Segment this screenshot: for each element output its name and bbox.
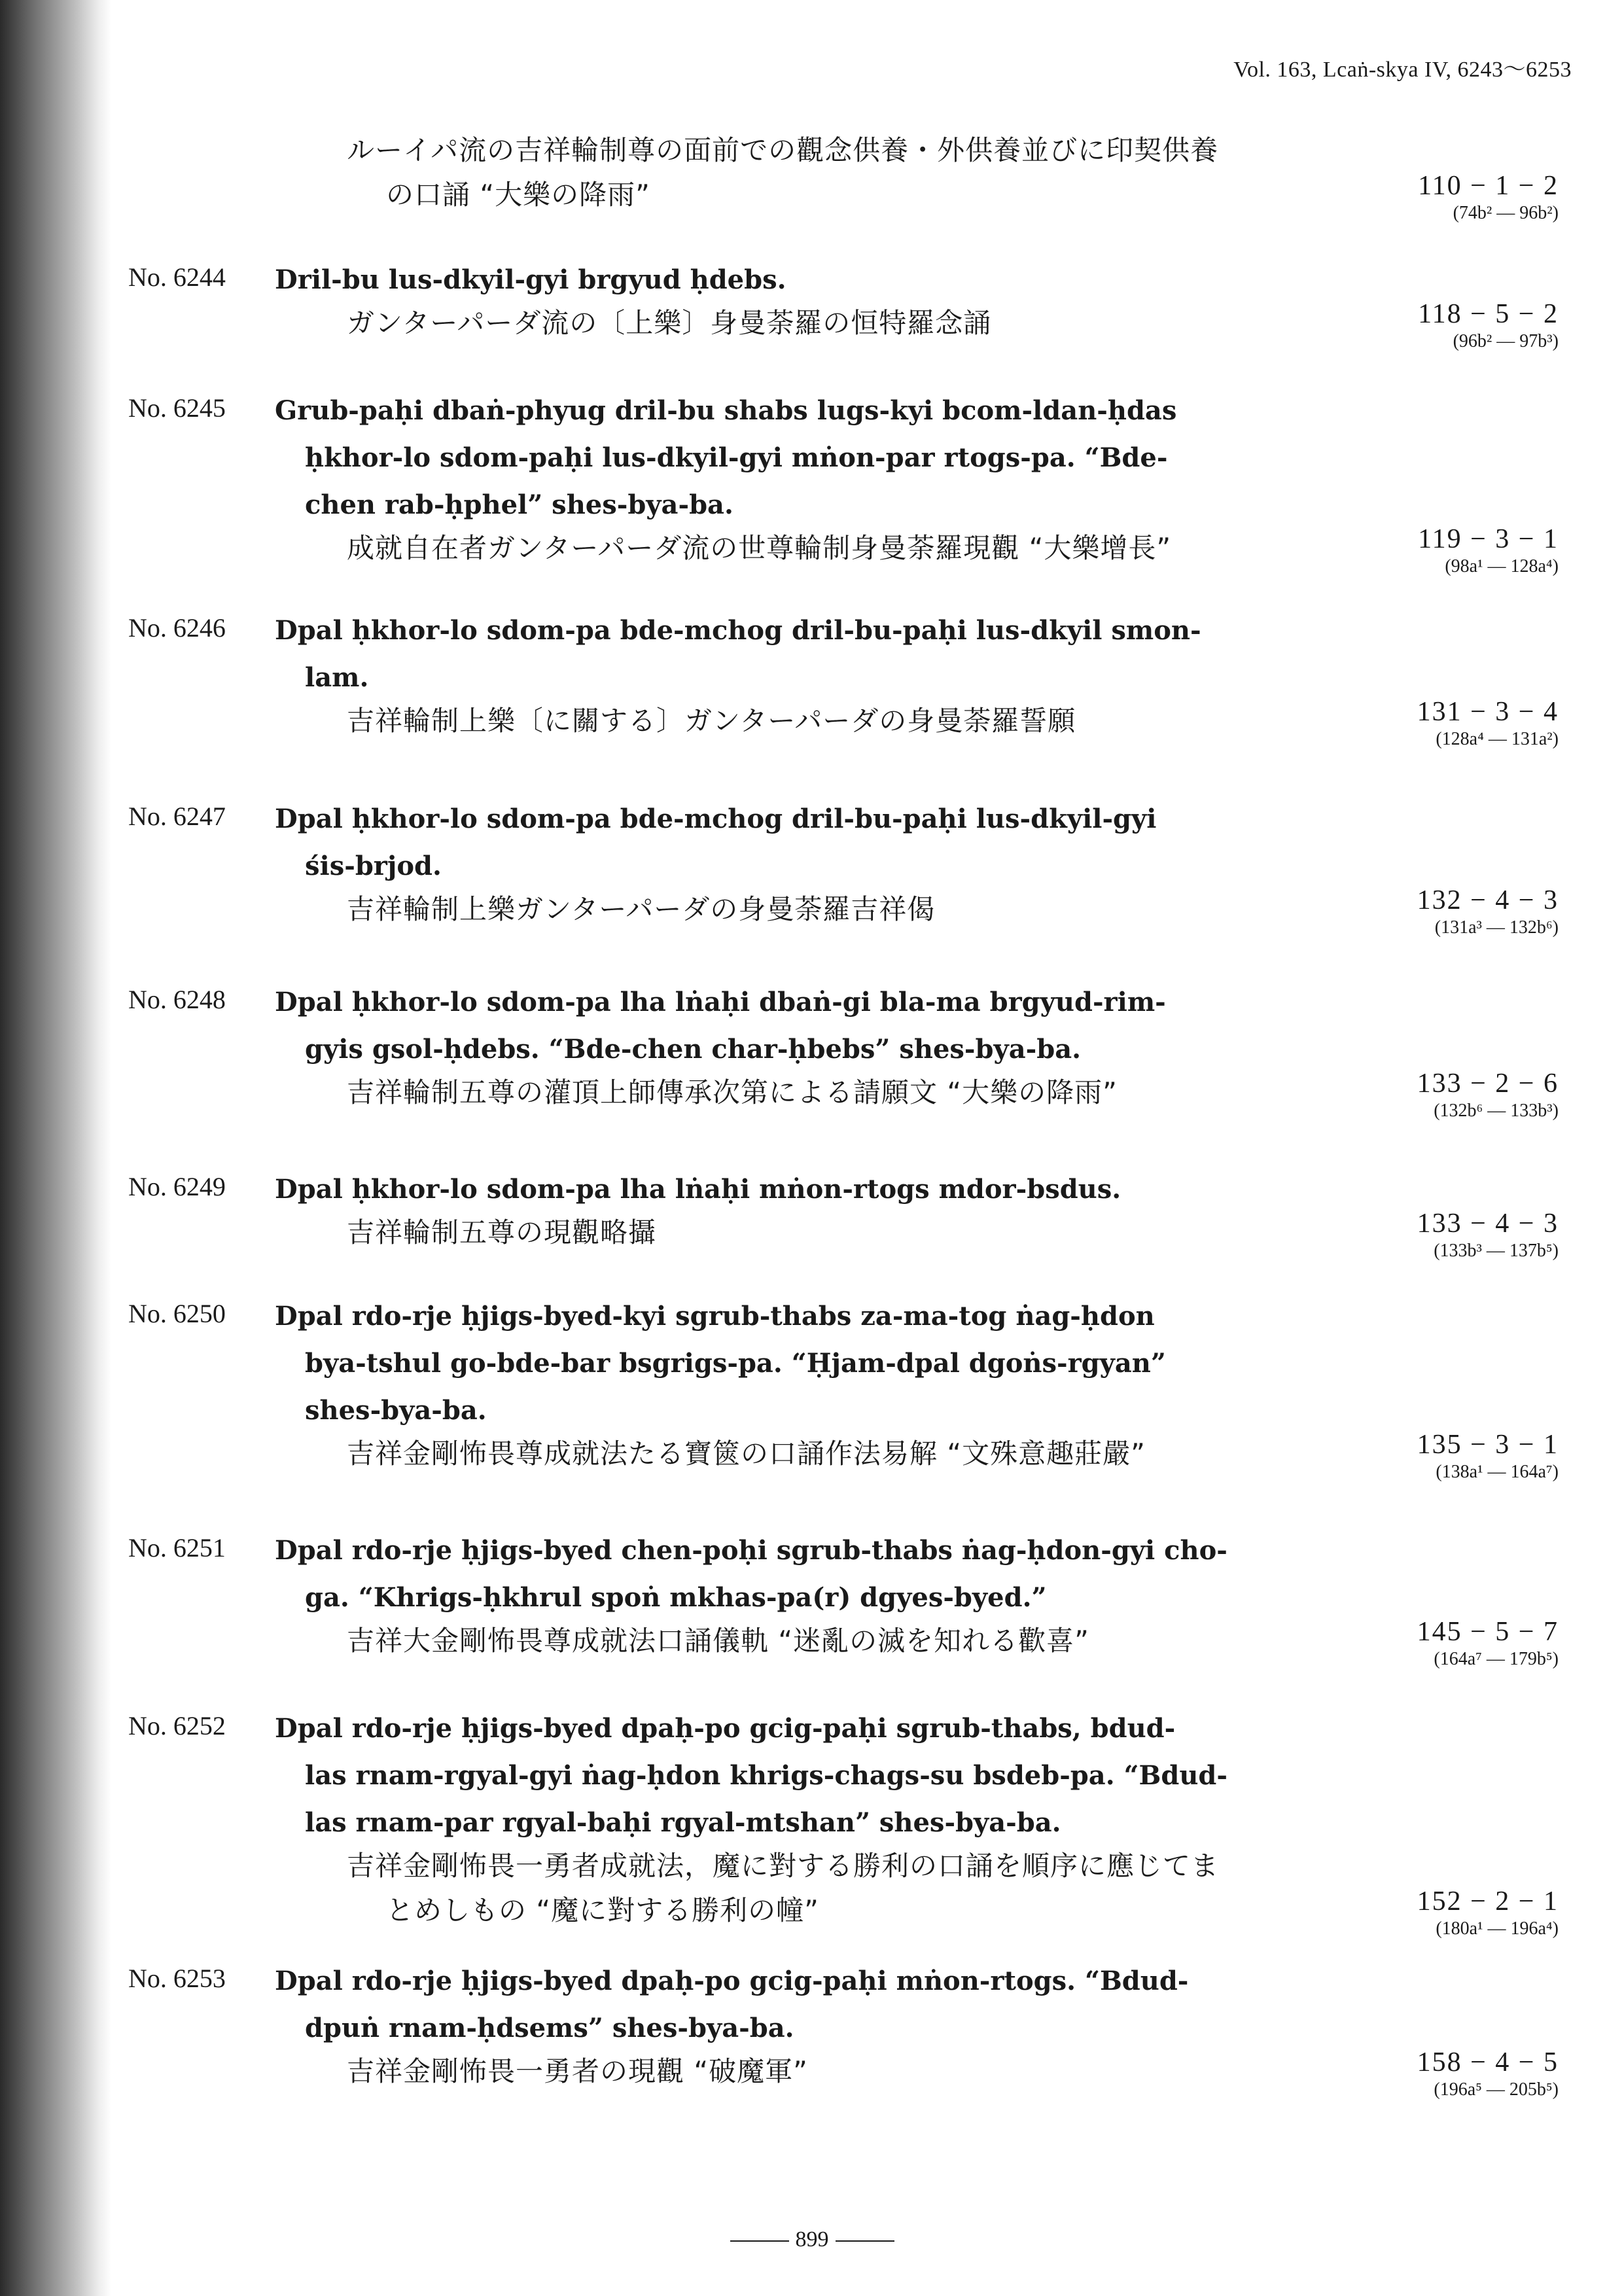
location-reference: 145 − 5 − 7 <box>1417 1617 1559 1647</box>
japanese-title <box>347 1844 1368 1933</box>
japanese-title <box>347 301 1368 345</box>
entry-number: No. 6251 <box>128 1533 226 1563</box>
tibetan-title <box>275 1166 1400 1213</box>
entry-number: No. 6253 <box>128 1964 226 1993</box>
japanese-title <box>347 1619 1368 1663</box>
volume-location <box>1349 298 1559 352</box>
entry-number: No. 6247 <box>128 802 226 831</box>
volume-location <box>1349 523 1559 577</box>
location-reference: 110 − 1 − 2 <box>1418 171 1559 201</box>
tibetan-title-line: śis-brjod. <box>305 851 442 881</box>
tibetan-title <box>275 1705 1400 1846</box>
page-number-rule-left <box>730 2240 789 2242</box>
entry-number: No. 6246 <box>128 613 226 643</box>
page-number-rule-right <box>836 2240 894 2242</box>
volume-location <box>1349 1429 1559 1483</box>
folio-range: (164a⁷ — 179b⁵) <box>1434 1649 1559 1669</box>
japanese-title-line: の口誦 “大樂の降雨” <box>386 179 650 211</box>
japanese-title-line: 成就自在者ガンターパーダ流の世尊輪制身曼荼羅現觀 “大樂增長” <box>347 532 1172 564</box>
tibetan-title-line: shes-bya-ba. <box>305 1395 487 1426</box>
tibetan-title-line: ḥkhor-lo sdom-paḥi lus-dkyil-gyi mṅon-par rtogs-pa. “Bde- <box>305 442 1168 473</box>
japanese-title <box>347 1210 1368 1255</box>
japanese-title <box>347 1070 1368 1115</box>
location-reference: 135 − 3 − 1 <box>1417 1430 1559 1460</box>
tibetan-title <box>275 979 1400 1073</box>
entry-number: No. 6248 <box>128 985 226 1014</box>
entry-number: No. 6252 <box>128 1711 226 1740</box>
tibetan-title <box>275 607 1400 701</box>
location-reference: 118 − 5 − 2 <box>1418 299 1559 329</box>
location-reference: 119 − 3 − 1 <box>1418 524 1559 554</box>
tibetan-title <box>275 1293 1400 1434</box>
japanese-title-line: ガンターパーダ流の〔上樂〕身曼荼羅の恒特羅念誦 <box>347 307 992 339</box>
japanese-title-line: 吉祥輪制上樂〔に關する〕ガンターパーダの身曼荼羅誓願 <box>347 705 1076 737</box>
japanese-title <box>347 887 1368 932</box>
tibetan-title-line: ga. “Khrigs-ḥkhrul spoṅ mkhas-pa(r) dgyes-byed.” <box>305 1582 1047 1613</box>
volume-location <box>1349 1616 1559 1670</box>
japanese-title-line: 吉祥輪制上樂ガンターパーダの身曼荼羅吉祥偈 <box>347 893 936 925</box>
folio-range: (132b⁶ — 133b³) <box>1434 1101 1559 1121</box>
tibetan-title-line: dpuṅ rnam-ḥdsems” shes-bya-ba. <box>305 2013 794 2043</box>
tibetan-title-line: Dril-bu lus-dkyil-gyi brgyud ḥdebs. <box>275 264 786 295</box>
folio-range: (133b³ — 137b⁵) <box>1434 1241 1559 1261</box>
folio-range: (138a¹ — 164a⁷) <box>1436 1462 1559 1482</box>
tibetan-title-line: lam. <box>305 662 369 693</box>
entry-number: No. 6245 <box>128 393 226 423</box>
tibetan-title <box>275 1527 1400 1621</box>
tibetan-title-line: gyis gsol-ḥdebs. “Bde-chen char-ḥbebs” shes-bya-ba. <box>305 1034 1082 1065</box>
tibetan-title-line: Dpal rdo-rje ḥjigs-byed chen-poḥi sgrub-thabs ṅag-ḥdon-gyi cho- <box>275 1535 1227 1566</box>
tibetan-title <box>275 796 1400 890</box>
japanese-title-line: 吉祥輪制五尊の現觀略攝 <box>347 1216 657 1248</box>
tibetan-title-line: las rnam-par rgyal-baḥi rgyal-mtshan” shes-bya-ba. <box>305 1807 1061 1838</box>
japanese-title-line: 吉祥金剛怖畏尊成就法たる寶篋の口誦作法易解 “文殊意趣莊嚴” <box>347 1438 1146 1470</box>
folio-range: (74b² — 96b²) <box>1453 203 1559 223</box>
page-number-text: 899 <box>795 2227 829 2252</box>
tibetan-title <box>275 387 1400 529</box>
folio-range: (96b² — 97b³) <box>1453 331 1559 351</box>
japanese-title-line: とめしもの “魔に對する勝利の幢” <box>386 1894 819 1926</box>
location-reference: 133 − 2 − 6 <box>1417 1069 1559 1099</box>
tibetan-title <box>275 256 1400 304</box>
tibetan-title-line: Dpal ḥkhor-lo sdom-pa bde-mchog dril-bu-paḥi lus-dkyil-gyi <box>275 804 1157 834</box>
volume-location <box>1349 885 1559 938</box>
japanese-title-line: ルーイパ流の吉祥輪制尊の面前での觀念供養・外供養並びに印契供養 <box>347 134 1219 166</box>
japanese-title-line: 吉祥金剛怖畏一勇者成就法，魔に對する勝利の口誦を順序に應じてま <box>347 1850 1220 1882</box>
volume-location <box>1349 2047 1559 2100</box>
folio-range: (196a⁵ — 205b⁵) <box>1434 2079 1559 2100</box>
volume-location <box>1349 1208 1559 1262</box>
tibetan-title-line: Dpal rdo-rje ḥjigs-byed dpaḥ-po gcig-paḥi mṅon-rtogs. “Bdud- <box>275 1966 1189 1996</box>
japanese-title <box>347 1432 1368 1476</box>
page-number <box>0 2227 1624 2252</box>
entry-number: No. 6250 <box>128 1299 226 1328</box>
volume-location <box>1349 696 1559 750</box>
location-reference: 152 − 2 − 1 <box>1417 1886 1559 1916</box>
volume-location <box>1349 170 1559 224</box>
location-reference: 131 − 3 − 4 <box>1417 697 1559 727</box>
tibetan-title-line: las rnam-rgyal-gyi ṅag-ḥdon khrigs-chags-su bsdeb-pa. “Bdud- <box>305 1760 1227 1791</box>
folio-range: (180a¹ — 196a⁴) <box>1436 1918 1559 1939</box>
japanese-title-line: 吉祥金剛怖畏一勇者の現觀 “破魔軍” <box>347 2055 808 2087</box>
location-reference: 133 − 4 − 3 <box>1417 1209 1559 1239</box>
japanese-title-line: 吉祥輪制五尊の灌頂上師傳承次第による請願文 “大樂の降雨” <box>347 1076 1118 1108</box>
running-header: Vol. 163, Lcaṅ-skya IV, 6243〜6253 <box>1233 58 1572 82</box>
tibetan-title-line: chen rab-ḥphel” shes-bya-ba. <box>305 489 733 520</box>
folio-range: (131a³ — 132b⁶) <box>1434 917 1559 938</box>
japanese-title <box>347 699 1368 743</box>
location-reference: 132 − 4 − 3 <box>1417 885 1559 915</box>
tibetan-title <box>275 1958 1400 2052</box>
tibetan-title-line: Dpal rdo-rje ḥjigs-byed dpaḥ-po gcig-paḥi sgrub-thabs, bdud- <box>275 1713 1176 1744</box>
japanese-title <box>347 2049 1368 2094</box>
entry-number: No. 6244 <box>128 262 226 292</box>
volume-location <box>1349 1886 1559 1939</box>
japanese-title-line: 吉祥大金剛怖畏尊成就法口誦儀軌 “迷亂の滅を知れる歡喜” <box>347 1625 1089 1657</box>
tibetan-title-line: Dpal ḥkhor-lo sdom-pa bde-mchog dril-bu-paḥi lus-dkyil smon- <box>275 615 1201 646</box>
location-reference: 158 − 4 − 5 <box>1417 2047 1559 2077</box>
folio-range: (128a⁴ — 131a²) <box>1436 729 1559 749</box>
tibetan-title-line: Dpal rdo-rje ḥjigs-byed-kyi sgrub-thabs za-ma-tog ṅag-ḥdon <box>275 1301 1155 1332</box>
tibetan-title-line: Grub-paḥi dbaṅ-phyug dril-bu shabs lugs-kyi bcom-ldan-ḥdas <box>275 395 1177 426</box>
japanese-title <box>347 128 1368 217</box>
tibetan-title-line: Dpal ḥkhor-lo sdom-pa lha lṅaḥi mṅon-rtogs mdor-bsdus. <box>275 1174 1121 1205</box>
japanese-title <box>347 526 1368 571</box>
entry-number: No. 6249 <box>128 1172 226 1201</box>
volume-location <box>1349 1068 1559 1122</box>
folio-range: (98a¹ — 128a⁴) <box>1445 556 1559 576</box>
tibetan-title-line: bya-tshul go-bde-bar bsgrigs-pa. “Ḥjam-dpal dgoṅs-rgyan” <box>305 1348 1166 1379</box>
tibetan-title-line: Dpal ḥkhor-lo sdom-pa lha lṅaḥi dbaṅ-gi bla-ma brgyud-rim- <box>275 987 1166 1017</box>
